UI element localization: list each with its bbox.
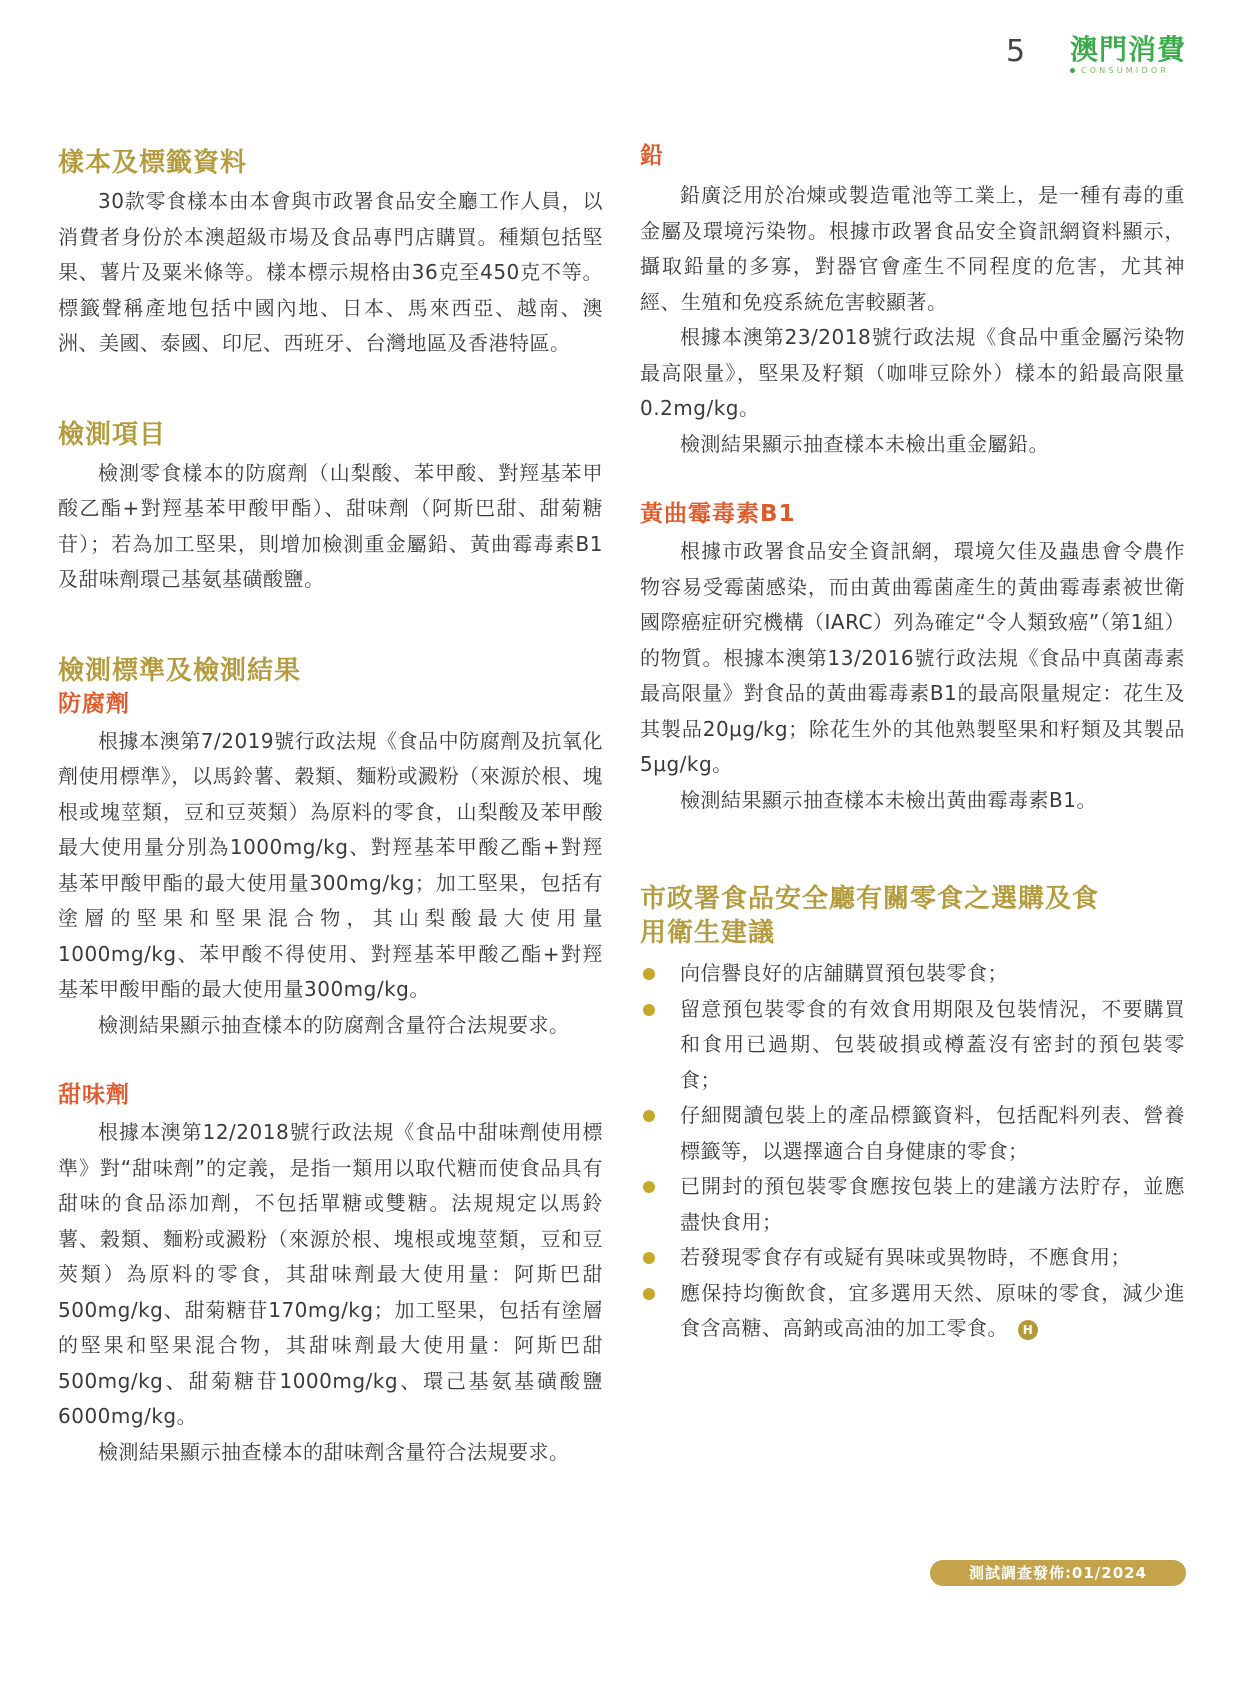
bullet-icon: [643, 968, 655, 980]
bullet-icon: [643, 1252, 655, 1264]
advice-item-text: 留意預包裝零食的有效食用期限及包裝情況，不要購買和食用已過期、包裝破損或樽蓋沒有密封的預包裝零食；: [680, 996, 1185, 1092]
lead-paragraph-2: 根據本澳第23/2018號行政法規《食品中重金屬污染物最高限量》，堅果及籽類（咖啡豆除外）樣本的鉛最高限量0.2mg/kg。: [640, 325, 1185, 420]
page-number: 5: [1006, 34, 1026, 69]
bullet-icon: [643, 1288, 655, 1300]
list-item: [640, 1098, 1185, 1169]
logo-subtitle: CONSUMIDOR: [1081, 66, 1170, 75]
list-item: [640, 956, 1185, 992]
bullet-icon: [643, 1181, 655, 1193]
list-item: [640, 1169, 1185, 1240]
subsection-title-sweeteners: 甜味劑: [58, 1082, 130, 1108]
advice-item-text: 已開封的預包裝零食應按包裝上的建議方法貯存，並應盡快食用；: [680, 1174, 1185, 1234]
subsection-title-aflatoxin: 黃曲霉毒素B1: [640, 501, 796, 527]
preservatives-paragraph-1: 根據本澳第7/2019號行政法規《食品中防腐劑及抗氧化劑使用標準》，以馬鈴薯、穀類、麵粉或澱粉（來源於根、塊根或塊莖類，豆和豆莢類）為原料的零食，山梨酸及苯甲酸最大使用量分別為1000mg/kg、對羥基苯甲酸乙酯+對羥基苯甲酸甲酯的最大使用量300mg/kg；加工堅果，包括有塗層的堅果和堅果混合物，其山梨酸最大使用量1000mg/kg、苯甲酸不得使用、對羥基苯甲酸乙酯+對羥基苯甲酸甲酯的最大使用量300mg/kg。: [58, 728, 603, 1001]
bullet-icon: [643, 1004, 655, 1016]
advice-item-text: 應保持均衡飲食，宜多選用天然、原味的零食，減少進食含高糖、高鈉或高油的加工零食。: [680, 1280, 1185, 1340]
advice-list: [640, 956, 1185, 1347]
lead-paragraph-3: 檢測結果顯示抽查樣本未檢出重金屬鉛。: [680, 431, 1049, 456]
end-mark-icon: H: [1018, 1320, 1038, 1340]
subsection-title-preservatives: 防腐劑: [58, 690, 130, 717]
right-column: [640, 140, 1185, 1347]
logo: [1070, 34, 1190, 75]
test-items-paragraph: 檢測零食樣本的防腐劑（山梨酸、苯甲酸、對羥基苯甲酸乙酯+對羥基苯甲酸甲酯）、甜味劑（阿斯巴甜、甜菊糖苷）；若為加工堅果，則增加檢測重金屬鉛、黃曲霉毒素B1及甜味劑環己基氨基磺酸鹽。: [58, 460, 603, 591]
section-title-advice: 市政署食品安全廳有關零食之選購及食用衛生建議: [640, 884, 1100, 948]
sweeteners-paragraph-2: 檢測結果顯示抽查樣本的甜味劑含量符合法規要求。: [98, 1439, 570, 1464]
aflatoxin-paragraph-2: 檢測結果顯示抽查樣本未檢出黃曲霉毒素B1。: [680, 787, 1097, 812]
subsection-title-lead: 鉛: [640, 143, 664, 169]
preservatives-paragraph-2: 檢測結果顯示抽查樣本的防腐劑含量符合法規要求。: [98, 1012, 570, 1037]
advice-item-text: 仔細閱讀包裝上的產品標籤資料，包括配料列表、營養標籤等，以選擇適合自身健康的零食；: [680, 1103, 1185, 1163]
issue-badge: 測試調查發佈:01/2024: [930, 1560, 1186, 1586]
left-column: [58, 140, 603, 1470]
lead-paragraph-1: 鉛廣泛用於冶煉或製造電池等工業上，是一種有毒的重金屬及環境污染物。根據市政署食品安全資訊網資料顯示，攝取鉛量的多寡，對器官會產生不同程度的危害，尤其神經、生殖和免疫系統危害較顯著。: [640, 183, 1185, 314]
samples-paragraph: 30款零食樣本由本會與市政署食品安全廳工作人員，以消費者身份於本澳超級市場及食品專門店購買。種類包括堅果、薯片及粟米條等。樣本標示規格由36克至450克不等。標籤聲稱產地包括中國內地、日本、馬來西亞、越南、澳洲、美國、泰國、印尼、西班牙、台灣地區及香港特區。: [58, 189, 603, 355]
list-item: [640, 992, 1185, 1099]
sweeteners-paragraph-1: 根據本澳第12/2018號行政法規《食品中甜味劑使用標準》對“甜味劑”的定義，是指一類用以取代糖而使食品具有甜味的食品添加劑，不包括單糖或雙糖。法規規定以馬鈴薯、穀類、麵粉或澱粉（來源於根、塊根或塊莖類，豆和豆莢類）為原料的零食，其甜味劑最大使用量：阿斯巴甜500mg/kg、甜菊糖苷170mg/kg；加工堅果，包括有塗層的堅果和堅果混合物，其甜味劑最大使用量：阿斯巴甜500mg/kg、甜菊糖苷1000mg/kg、環己基氨基磺酸鹽6000mg/kg。: [58, 1120, 603, 1428]
advice-item-text: 向信譽良好的店舖購買預包裝零食；: [680, 961, 1008, 985]
advice-item-text: 若發現零食存有或疑有異味或異物時，不應食用；: [680, 1245, 1131, 1269]
section-title-samples: 樣本及標籤資料: [58, 148, 248, 178]
section-title-standards-results: 檢測標準及檢測結果: [58, 655, 302, 686]
section-title-test-items: 檢測項目: [58, 419, 167, 450]
bullet-icon: [643, 1110, 655, 1122]
logo-title: 澳門消費: [1070, 33, 1187, 66]
list-item: [640, 1276, 1185, 1347]
logo-dot-icon: [1070, 68, 1075, 73]
aflatoxin-paragraph-1: 根據市政署食品安全資訊網，環境欠佳及蟲患會令農作物容易受霉菌感染，而由黃曲霉菌產生的黃曲霉毒素被世衛國際癌症研究機構（IARC）列為確定“令人類致癌”（第1組）的物質。根據本澳第13/2016號行政法規《食品中真菌毒素最高限量》對食品的黃曲霉毒素B1的最高限量規定：花生及其製品20μg/kg；除花生外的其他熟製堅果和籽類及其製品5μg/kg。: [640, 539, 1185, 776]
logo-subtitle-row: [1070, 66, 1190, 75]
list-item: [640, 1240, 1185, 1276]
